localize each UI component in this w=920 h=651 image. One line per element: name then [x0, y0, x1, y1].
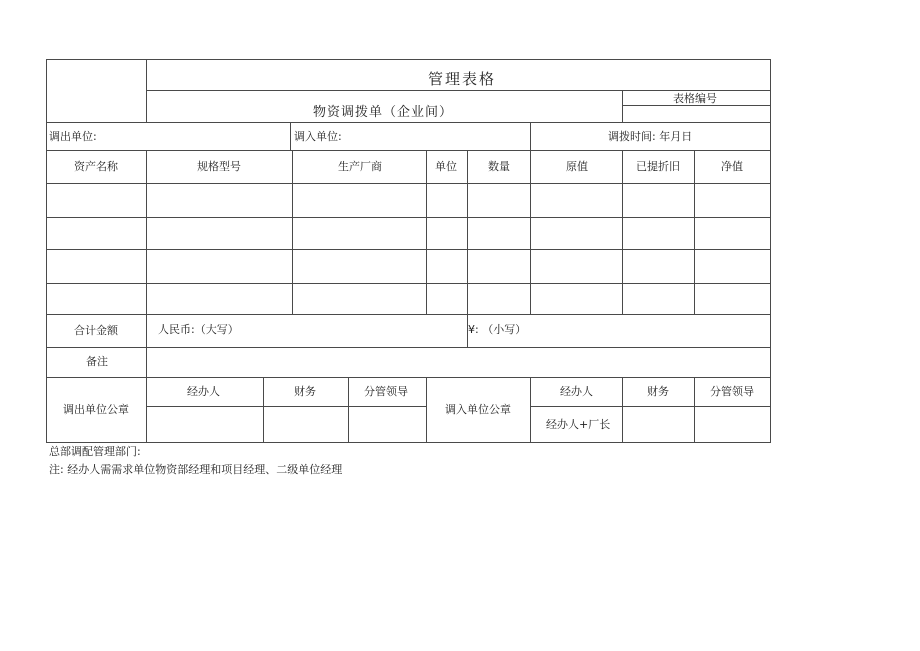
divider [622, 150, 623, 315]
form-subtitle: 物资调拨单（企业间） [313, 105, 454, 120]
col-header-original-value: 原值 [566, 160, 588, 173]
divider [46, 183, 771, 184]
col-header-asset-name: 资产名称 [74, 160, 118, 173]
to-unit-label: 调入单位: [294, 130, 342, 143]
divider [46, 283, 771, 284]
total-rmb-label: 人民币:（大写） [158, 323, 239, 336]
leader2-label: 分管领导 [710, 385, 754, 398]
border-top [46, 59, 771, 60]
handler-factory-label: 经办人+厂长 [546, 418, 611, 431]
border-left [46, 59, 47, 443]
divider [530, 122, 531, 151]
divider [46, 377, 771, 378]
form-number-label: 表格编号 [673, 92, 717, 105]
col-header-quantity: 数量 [488, 160, 510, 173]
footer-dept: 总部调配管理部门: [49, 445, 141, 458]
divider [530, 150, 531, 315]
leader-label: 分管领导 [364, 385, 408, 398]
col-header-manufacturer: 生产厂商 [338, 160, 382, 173]
divider [530, 406, 771, 407]
divider [46, 217, 771, 218]
divider [147, 406, 426, 407]
divider [694, 377, 695, 443]
col-header-net-value: 净值 [721, 160, 743, 173]
form-title: 管理表格 [428, 70, 497, 88]
col-header-spec: 规格型号 [197, 160, 241, 173]
to-seal-label: 调入单位公章 [445, 403, 511, 416]
col-header-depreciation: 已提折旧 [636, 160, 680, 173]
divider [426, 377, 427, 443]
total-small-label: ¥: （小写） [468, 323, 527, 336]
handler-label: 经办人 [187, 385, 220, 398]
divider [46, 150, 771, 151]
divider [263, 377, 264, 443]
divider [622, 90, 623, 123]
divider [46, 347, 771, 348]
col-header-unit: 单位 [435, 160, 457, 173]
from-unit-label: 调出单位: [49, 130, 97, 143]
border-right [770, 59, 771, 443]
divider [146, 59, 147, 123]
divider [46, 249, 771, 250]
divider [292, 150, 293, 315]
divider [146, 150, 147, 315]
divider [290, 122, 291, 151]
divider [622, 377, 623, 443]
divider [530, 377, 531, 443]
divider [46, 314, 771, 315]
divider [467, 150, 468, 315]
border-bottom [46, 442, 771, 443]
divider [147, 90, 771, 91]
divider [146, 347, 147, 378]
from-seal-label: 调出单位公章 [63, 403, 129, 416]
divider [46, 122, 771, 123]
divider [694, 150, 695, 315]
divider [146, 377, 147, 443]
finance2-label: 财务 [647, 385, 669, 398]
divider [146, 314, 147, 348]
remarks-label: 备注 [86, 355, 108, 368]
transfer-time-label: 调拨时间: 年月日 [608, 130, 693, 143]
divider [348, 377, 349, 443]
footer-note: 注: 经办人需需求单位物资部经理和项目经理、二级单位经理 [49, 463, 343, 476]
finance-label: 财务 [294, 385, 316, 398]
divider [426, 150, 427, 315]
handler2-label: 经办人 [560, 385, 593, 398]
total-label: 合计金额 [74, 324, 118, 337]
